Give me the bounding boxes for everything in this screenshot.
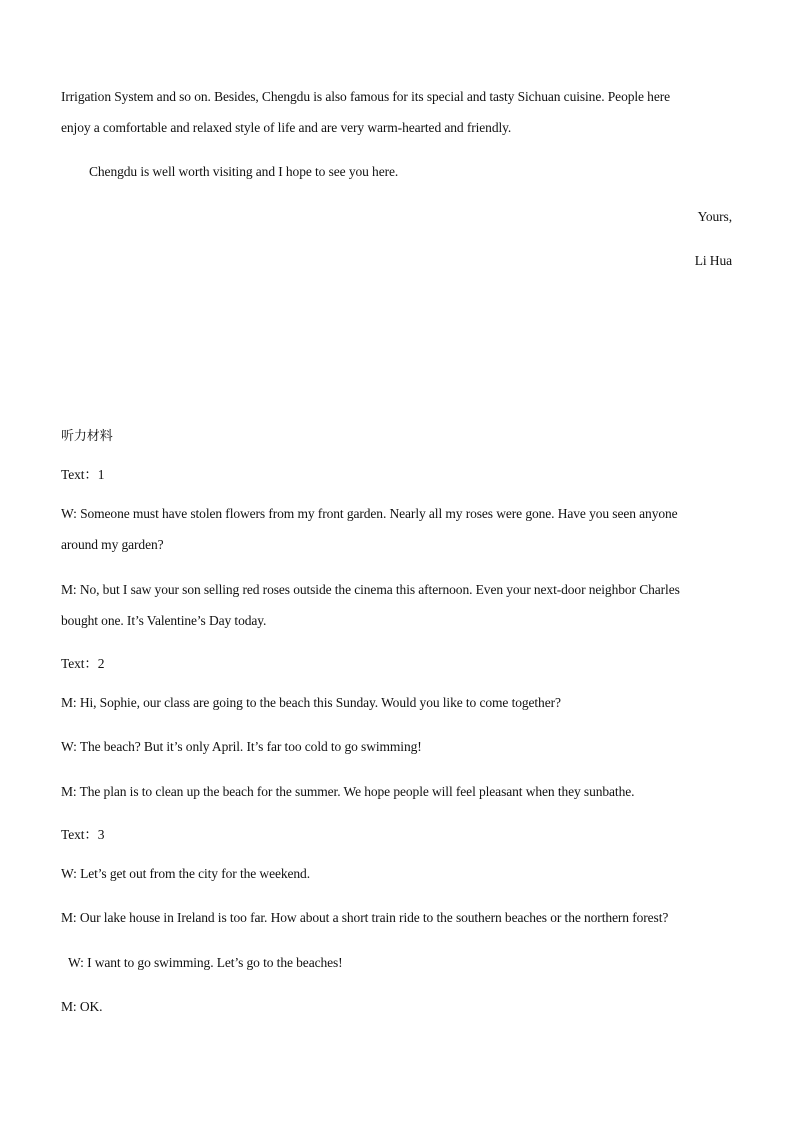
- dialogue-line: W: Let’s get out from the city for the weekend.: [61, 866, 310, 881]
- dialogue-line: around my garden?: [61, 537, 164, 552]
- dialogue-line: M: Our lake house in Ireland is too far. How about a short train ride to the southern beaches or the northern forest?: [61, 910, 669, 925]
- letter-paragraph-line: Irrigation System and so on. Besides, Chengdu is also famous for its special and tasty Sichuan cuisine. People here: [61, 89, 671, 104]
- letter-closing-paragraph: Chengdu is well worth visiting and I hope to see you here.: [89, 164, 399, 179]
- letter-closing: Yours,: [697, 209, 732, 224]
- text-label: Text：3: [61, 827, 105, 842]
- dialogue-line: M: Hi, Sophie, our class are going to the beach this Sunday. Would you like to come together?: [61, 695, 561, 710]
- dialogue-line: W: The beach? But it’s only April. It’s far too cold to go swimming!: [61, 739, 422, 754]
- dialogue-line: W: I want to go swimming. Let’s go to the beaches!: [68, 955, 343, 970]
- letter-signature: Li Hua: [694, 253, 732, 268]
- text-label: Text：1: [61, 467, 105, 482]
- dialogue-line: M: No, but I saw your son selling red roses outside the cinema this afternoon. Even your next-door neighbor Charles: [61, 582, 680, 597]
- dialogue-line: M: The plan is to clean up the beach for the summer. We hope people will feel pleasant when they sunbathe.: [61, 784, 635, 799]
- text-label: Text：2: [61, 656, 105, 671]
- dialogue-line: bought one. It’s Valentine’s Day today.: [61, 613, 267, 628]
- dialogue-line: W: Someone must have stolen flowers from my front garden. Nearly all my roses were gone. Have you seen anyone: [61, 506, 678, 521]
- letter-paragraph-line: enjoy a comfortable and relaxed style of life and are very warm-hearted and friendly.: [61, 120, 512, 135]
- listening-heading: 听力材料: [61, 429, 113, 444]
- dialogue-line: M: OK.: [61, 999, 103, 1014]
